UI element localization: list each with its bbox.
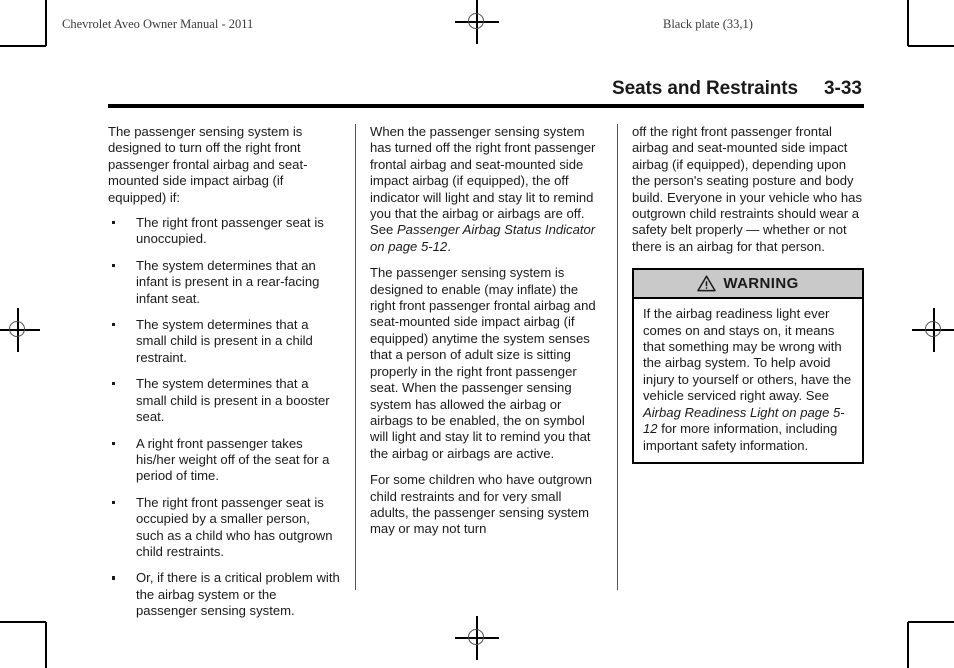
cross-reference-passenger-airbag-status-indicator: Passenger Airbag Status Indicator on page 5-12 <box>370 222 596 254</box>
left-bullet-list <box>108 215 340 620</box>
page-body-columns <box>108 124 864 619</box>
crop-mark-bottom-right-vertical <box>907 622 909 668</box>
list-item: The system determines that an infant is present in a rear-facing infant seat. <box>108 258 340 307</box>
registration-circle <box>468 629 484 645</box>
black-plate-line: Black plate (33,1) <box>663 17 753 31</box>
warning-triangle-icon <box>697 275 716 292</box>
column-divider-2-wrap <box>602 124 632 594</box>
registration-mark-bottom-center <box>455 616 499 660</box>
list-item: The right front passenger seat is occupied by a smaller person, such as a child who has outgrown child restraints. <box>108 495 340 561</box>
list-item: A right front passenger takes his/her weight off of the seat for a period of time. <box>108 436 340 485</box>
registration-mark-left-center <box>0 308 40 352</box>
registration-circle <box>9 321 25 337</box>
list-item: The system determines that a small child is present in a child restraint. <box>108 317 340 366</box>
column-divider-rule <box>355 124 356 590</box>
registration-circle <box>468 13 484 29</box>
middle-paragraph-1 <box>370 124 602 255</box>
column-divider-1-wrap <box>340 124 370 594</box>
list-item: The system determines that a small child is present in a booster seat. <box>108 376 340 425</box>
column-divider-rule <box>617 124 618 590</box>
section-title: Seats and Restraints <box>612 78 798 99</box>
crop-mark-top-right-vertical <box>907 0 909 46</box>
cross-reference-airbag-readiness-light: Airbag Readiness Light on page 5-12 <box>643 404 845 437</box>
warning-text-after: for more information, including important safety information. <box>643 421 838 453</box>
warning-text-before: If the airbag readiness light ever comes on and stays on, it means that something may be wrong with the airbag system. To help avoid injury to yourself or others, have the vehicle serviced right away. See <box>643 306 852 404</box>
middle-p1-text-after: . <box>447 238 451 254</box>
crop-mark-top-right-horizontal <box>908 45 954 47</box>
crop-mark-bottom-left-vertical <box>45 622 47 668</box>
manual-identifier-line: Chevrolet Aveo Owner Manual - 2011 <box>62 17 254 31</box>
registration-mark-top-center <box>455 0 499 44</box>
middle-paragraph-3: For some children who have outgrown child restraints and for very small adults, the passenger sensing system may or may not turn <box>370 472 592 537</box>
warning-box <box>632 268 864 464</box>
column-left <box>108 124 340 619</box>
crop-mark-top-left-vertical <box>45 0 47 46</box>
warning-label: WARNING <box>723 274 799 292</box>
warning-box-header <box>634 270 862 299</box>
page-title <box>108 78 864 108</box>
registration-circle <box>925 321 941 337</box>
page-title-row <box>108 78 864 100</box>
warning-text <box>643 306 853 454</box>
list-item: Or, if there is a critical problem with the airbag system or the passenger sensing system. <box>108 570 340 619</box>
crop-mark-bottom-right-horizontal <box>908 621 954 623</box>
title-underline-rule <box>108 104 864 108</box>
right-paragraph-1: off the right front passenger frontal airbag and seat-mounted side impact airbag (if equipped), depending upon the person's seating posture and body build. Everyone in your vehicle who has outgrown child restraints should wear a safety belt properly — whether or not there is an airbag for that person. <box>632 124 862 254</box>
warning-box-body <box>634 299 862 462</box>
crop-mark-top-left-horizontal <box>0 45 46 47</box>
middle-paragraph-2: The passenger sensing system is designed to enable (may inflate) the right front passenger frontal airbag and seat-mounted side impact airbag (if equipped) anytime the system senses that a person of adult size is sitting properly in the right front passenger seat. When the passenger sensing system has allowed the airbag or airbags to be enabled, the on symbol will light and stay lit to remind you that the airbag or airbags are active. <box>370 265 596 461</box>
column-middle <box>370 124 602 594</box>
middle-p1-text-before: When the passenger sensing system has turned off the right front passenger frontal airbag and seat-mounted side impact airbag (if equipped), the off indicator will light and stay lit to remind you that the airbag or airbags are off. See <box>370 124 596 238</box>
page-number: 3-33 <box>823 78 862 99</box>
left-intro-paragraph: The passenger sensing system is designed to turn off the right front passenger frontal airbag and seat-mounted side impact airbag (if equipped) if: <box>108 124 308 205</box>
crop-mark-bottom-left-horizontal <box>0 621 46 623</box>
registration-mark-right-center <box>912 308 954 352</box>
column-right <box>632 124 864 594</box>
list-item: The right front passenger seat is unoccupied. <box>108 215 340 248</box>
